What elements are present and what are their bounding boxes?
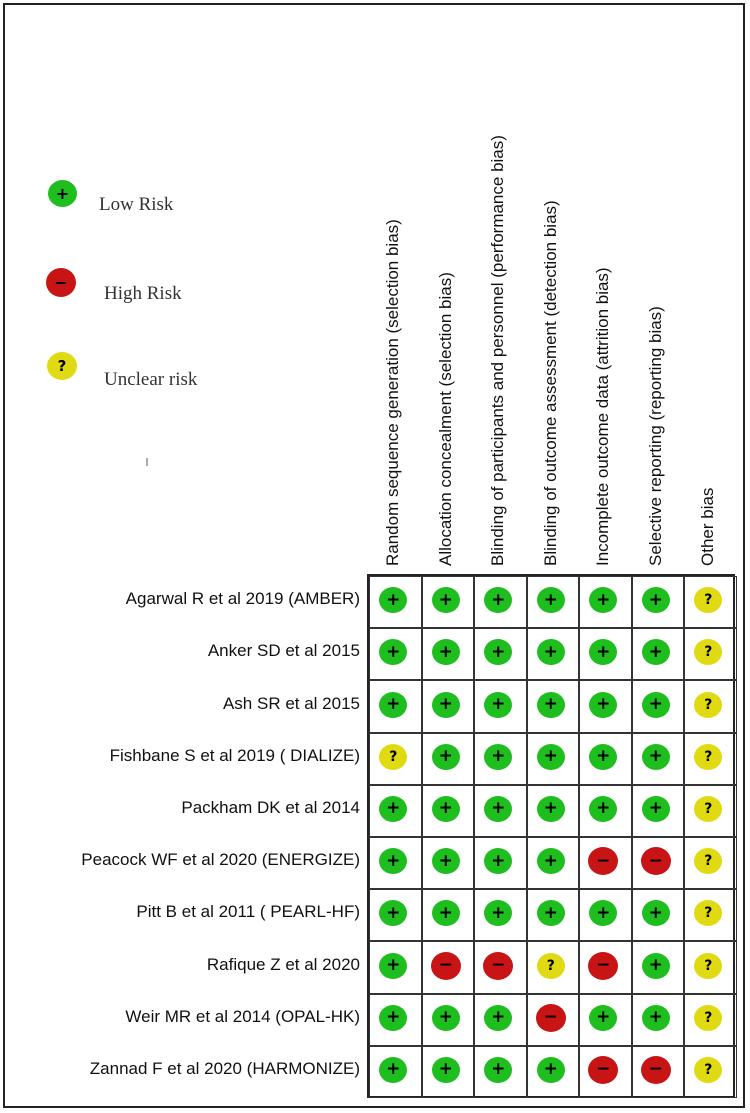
low-risk-icon: + <box>432 587 460 613</box>
low-risk-icon: + <box>432 744 460 770</box>
unclear-risk-icon: ? <box>694 587 722 613</box>
low-risk-icon: + <box>589 796 617 822</box>
low-risk-icon: + <box>589 639 617 665</box>
domain-header-4: Blinding of outcome assessment (detection bias) <box>540 200 560 566</box>
high-risk-icon: − <box>588 1056 618 1084</box>
legend-high-label: High Risk <box>104 283 182 304</box>
low-risk-icon: + <box>379 1057 407 1083</box>
low-risk-icon: + <box>379 639 407 665</box>
high-risk-icon: − <box>483 952 513 980</box>
unclear-risk-icon: ? <box>379 744 407 770</box>
low-risk-icon: + <box>484 1005 512 1031</box>
low-risk-icon: + <box>642 692 670 718</box>
unclear-risk-icon: ? <box>537 953 565 979</box>
low-risk-icon: + <box>589 587 617 613</box>
unclear-risk-icon: ? <box>694 848 722 874</box>
legend-low-label: Low Risk <box>99 194 174 215</box>
high-risk-icon: − <box>431 952 461 980</box>
high-risk-icon: − <box>641 1056 671 1084</box>
legend-unclear-icon: ? <box>47 352 77 380</box>
low-risk-icon: + <box>589 900 617 926</box>
low-risk-icon: + <box>484 848 512 874</box>
low-risk-icon: + <box>432 1005 460 1031</box>
domain-header-7: Other bias <box>698 487 718 566</box>
low-risk-icon: + <box>537 692 565 718</box>
domain-header-3: Blinding of participants and personnel (performance bias) <box>488 135 508 566</box>
low-risk-icon: + <box>642 587 670 613</box>
low-risk-icon: + <box>642 900 670 926</box>
low-risk-icon: + <box>642 953 670 979</box>
domain-header-1: Random sequence generation (selection bias) <box>383 219 403 566</box>
study-label-3: Ash SR et al 2015 <box>222 693 360 713</box>
unclear-risk-icon: ? <box>694 900 722 926</box>
low-risk-icon: + <box>379 587 407 613</box>
study-label-10: Zannad F et al 2020 (HARMONIZE) <box>89 1058 360 1078</box>
low-risk-icon: + <box>642 1005 670 1031</box>
unclear-risk-icon: ? <box>694 744 722 770</box>
study-label-8: Rafique Z et al 2020 <box>206 954 360 974</box>
low-risk-icon: + <box>484 796 512 822</box>
study-label-6: Peacock WF et al 2020 (ENERGIZE) <box>81 850 360 870</box>
low-risk-icon: + <box>484 587 512 613</box>
low-risk-icon: + <box>379 796 407 822</box>
study-label-1: Agarwal R et al 2019 (AMBER) <box>125 589 360 609</box>
unclear-risk-icon: ? <box>694 692 722 718</box>
low-risk-icon: + <box>379 1005 407 1031</box>
unclear-risk-icon: ? <box>694 639 722 665</box>
low-risk-icon: + <box>484 900 512 926</box>
stray-mark <box>146 458 148 466</box>
high-risk-icon: − <box>588 952 618 980</box>
low-risk-icon: + <box>589 744 617 770</box>
low-risk-icon: + <box>537 1057 565 1083</box>
low-risk-icon: + <box>642 796 670 822</box>
low-risk-icon: + <box>432 692 460 718</box>
low-risk-icon: + <box>432 848 460 874</box>
high-risk-icon: − <box>641 847 671 875</box>
high-risk-icon: − <box>588 847 618 875</box>
unclear-risk-icon: ? <box>694 1005 722 1031</box>
legend-unclear-label: Unclear risk <box>104 369 198 390</box>
low-risk-icon: + <box>642 639 670 665</box>
study-label-9: Weir MR et al 2014 (OPAL-HK) <box>125 1006 360 1026</box>
study-label-7: Pitt B et al 2011 ( PEARL-HF) <box>136 902 360 922</box>
legend-high-icon: − <box>46 268 76 297</box>
low-risk-icon: + <box>537 744 565 770</box>
low-risk-icon: + <box>484 1057 512 1083</box>
unclear-risk-icon: ? <box>694 1057 722 1083</box>
low-risk-icon: + <box>379 900 407 926</box>
legend-low-icon: + <box>48 180 77 207</box>
low-risk-icon: + <box>432 796 460 822</box>
low-risk-icon: + <box>642 744 670 770</box>
low-risk-icon: + <box>484 639 512 665</box>
low-risk-icon: + <box>537 639 565 665</box>
domain-header-6: Selective reporting (reporting bias) <box>645 306 665 566</box>
low-risk-icon: + <box>379 953 407 979</box>
low-risk-icon: + <box>432 1057 460 1083</box>
high-risk-icon: − <box>536 1004 566 1032</box>
low-risk-icon: + <box>537 848 565 874</box>
low-risk-icon: + <box>537 900 565 926</box>
low-risk-icon: + <box>484 744 512 770</box>
low-risk-icon: + <box>379 848 407 874</box>
low-risk-icon: + <box>379 692 407 718</box>
study-label-5: Packham DK et al 2014 <box>181 797 360 817</box>
low-risk-icon: + <box>432 639 460 665</box>
low-risk-icon: + <box>537 587 565 613</box>
low-risk-icon: + <box>432 900 460 926</box>
domain-header-5: Incomplete outcome data (attrition bias) <box>593 267 613 566</box>
study-label-4: Fishbane S et al 2019 ( DIALIZE) <box>109 745 360 765</box>
low-risk-icon: + <box>537 796 565 822</box>
risk-grid <box>367 574 735 1098</box>
study-label-2: Anker SD et al 2015 <box>207 641 360 661</box>
unclear-risk-icon: ? <box>694 796 722 822</box>
unclear-risk-icon: ? <box>694 953 722 979</box>
domain-header-2: Allocation concealment (selection bias) <box>435 272 455 566</box>
low-risk-icon: + <box>589 1005 617 1031</box>
low-risk-icon: + <box>589 692 617 718</box>
low-risk-icon: + <box>484 692 512 718</box>
